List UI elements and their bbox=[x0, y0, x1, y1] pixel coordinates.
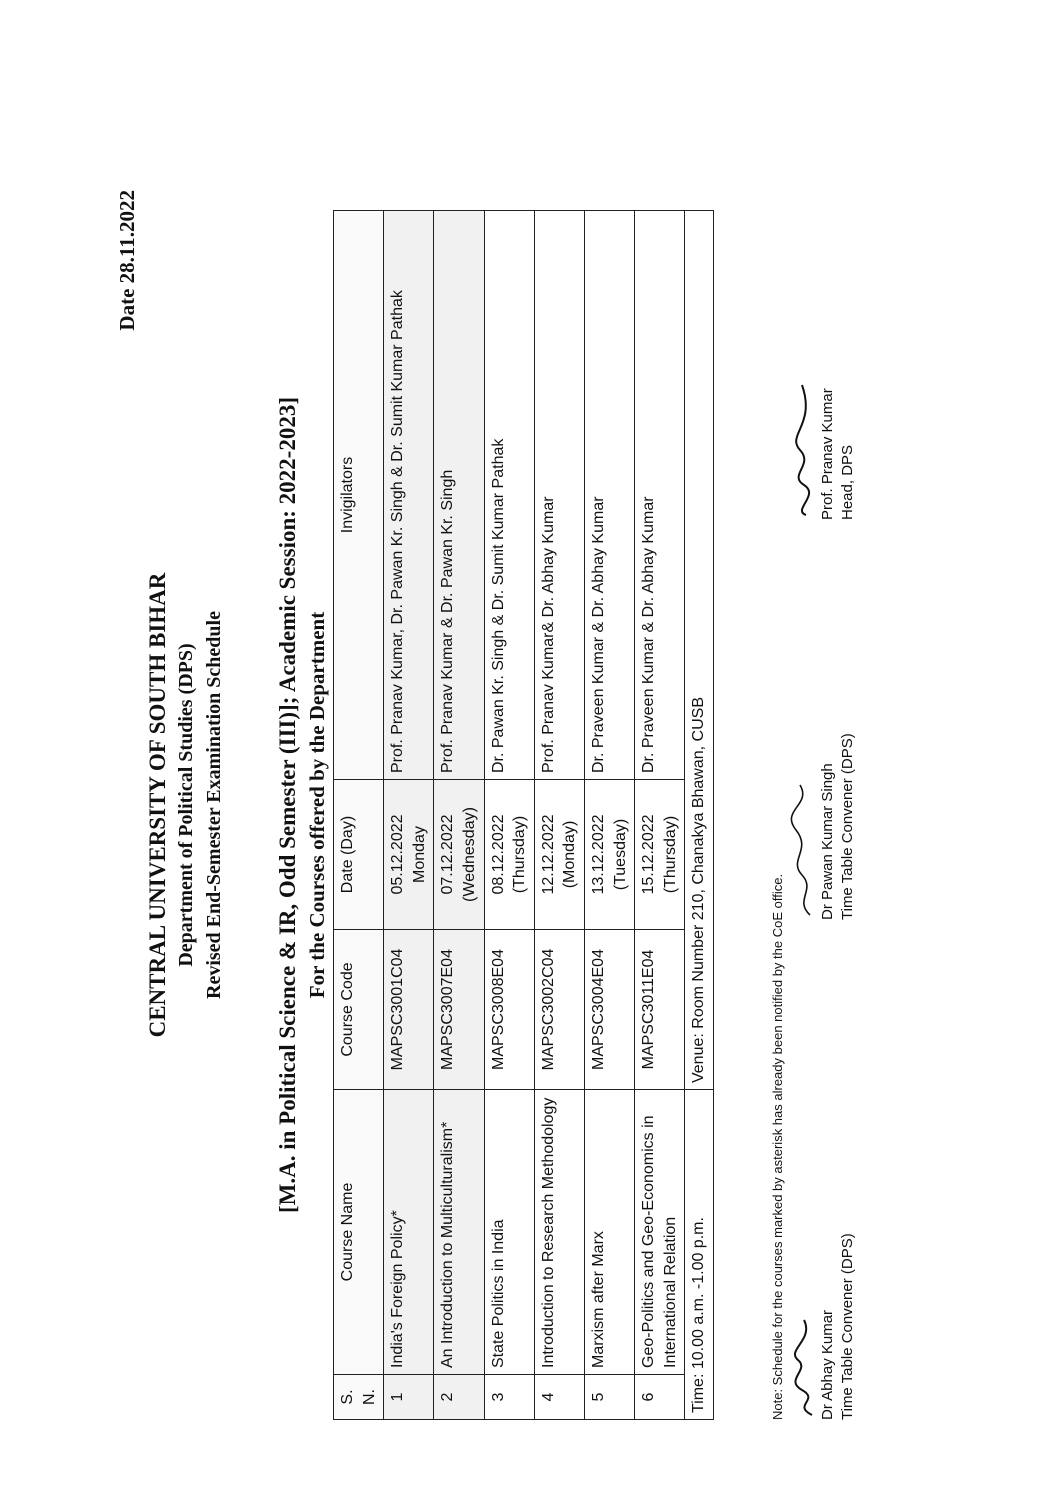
date-value: 12.12.2022 bbox=[539, 814, 557, 895]
document-page bbox=[65, 190, 856, 1420]
cell-course-code: MAPSC3011E04 bbox=[635, 930, 685, 1090]
date-value: 08.12.2022 bbox=[489, 814, 507, 895]
header-course-name: Course Name bbox=[334, 1090, 384, 1375]
signatory-role: Time Table Convener (DPS) bbox=[838, 733, 856, 920]
signatory-role: Time Table Convener (DPS) bbox=[838, 1233, 856, 1420]
date-value: 15.12.2022 bbox=[640, 814, 658, 895]
signatory-name: Dr Pawan Kumar Singh bbox=[819, 763, 836, 920]
table-row bbox=[434, 211, 484, 1420]
document-date: Date 28.11.2022 bbox=[115, 190, 139, 331]
handwritten-signature bbox=[790, 1310, 818, 1420]
day-value: (Thursday) bbox=[511, 815, 529, 894]
cell-sn: 4 bbox=[534, 1375, 584, 1420]
schedule-note: Note: Schedule for the courses marked by asterisk has already been notified by the CoE office. bbox=[770, 873, 785, 1420]
cell-course-name: An Introduction to Multiculturalism* bbox=[434, 1090, 484, 1375]
handwritten-signature bbox=[790, 380, 818, 520]
cell-course-name: Introduction to Research Methodology bbox=[534, 1090, 584, 1375]
header-course-code: Course Code bbox=[334, 930, 384, 1090]
cell-date bbox=[534, 780, 584, 930]
department-name: Department of Political Studies (DPS) bbox=[175, 643, 197, 967]
schedule-title: Revised End-Semester Examination Schedule bbox=[203, 611, 225, 999]
header-invigilators: Invigilators bbox=[334, 211, 384, 780]
cell-course-name: India's Foreign Policy* bbox=[384, 1090, 434, 1375]
programme-title: [M.A. in Political Science & IR, Odd Semester (III)]; Academic Session: 2022-2023] bbox=[275, 397, 300, 1213]
cell-date bbox=[584, 780, 634, 930]
day-value: (Thursday) bbox=[661, 815, 679, 894]
signature-block bbox=[790, 733, 857, 920]
date-value: 07.12.2022 bbox=[439, 814, 457, 895]
cell-invigilators: Prof. Pranav Kumar & Dr. Pawan Kr. Singh bbox=[434, 211, 484, 780]
cell-date bbox=[635, 780, 685, 930]
day-value: (Monday) bbox=[561, 820, 579, 889]
cell-course-name: Geo-Politics and Geo-Economics in International Relation bbox=[635, 1090, 685, 1375]
signatory-role: Head, DPS bbox=[838, 444, 856, 520]
header-sn: S. N. bbox=[334, 1375, 384, 1420]
signature-block bbox=[790, 380, 857, 520]
cell-date bbox=[384, 780, 434, 930]
handwritten-signature bbox=[790, 780, 818, 920]
cell-sn: 6 bbox=[635, 1375, 685, 1420]
schedule-subtitle: For the Courses offered by the Department bbox=[305, 611, 329, 999]
cell-date bbox=[434, 780, 484, 930]
table-header-row bbox=[334, 211, 384, 1420]
exam-venue: Venue: Room Number 210, Chanakya Bhawan, CUSB bbox=[685, 211, 714, 1090]
table-row bbox=[584, 211, 634, 1420]
signature-block bbox=[790, 1233, 857, 1420]
signatory-name: Prof. Pranav Kumar bbox=[819, 388, 836, 520]
day-value: Monday bbox=[410, 826, 428, 883]
date-value: 05.12.2022 bbox=[389, 814, 407, 895]
header-date: Date (Day) bbox=[334, 780, 384, 930]
cell-invigilators: Prof. Pranav Kumar& Dr. Abhay Kumar bbox=[534, 211, 584, 780]
cell-course-name: Marxism after Marx bbox=[584, 1090, 634, 1375]
cell-course-name: State Politics in India bbox=[484, 1090, 534, 1375]
date-value: 13.12.2022 bbox=[589, 814, 607, 895]
time-venue-row bbox=[685, 211, 714, 1420]
cell-sn: 1 bbox=[384, 1375, 434, 1420]
university-name: CENTRAL UNIVERSITY OF SOUTH BIHAR bbox=[145, 572, 170, 1038]
signatory-name: Dr Abhay Kumar bbox=[819, 1309, 836, 1420]
cell-sn: 2 bbox=[434, 1375, 484, 1420]
cell-sn: 3 bbox=[484, 1375, 534, 1420]
cell-course-code: MAPSC3002C04 bbox=[534, 930, 584, 1090]
table-row bbox=[484, 211, 534, 1420]
cell-invigilators: Dr. Praveen Kumar & Dr. Abhay Kumar bbox=[635, 211, 685, 780]
cell-course-code: MAPSC3001C04 bbox=[384, 930, 434, 1090]
exam-time: Time: 10.00 a.m. -1.00 p.m. bbox=[685, 1090, 714, 1420]
exam-schedule-table bbox=[333, 210, 714, 1420]
table-row bbox=[635, 211, 685, 1420]
cell-invigilators: Dr. Pawan Kr. Singh & Dr. Sumit Kumar Pathak bbox=[484, 211, 534, 780]
cell-sn: 5 bbox=[584, 1375, 634, 1420]
cell-course-code: MAPSC3004E04 bbox=[584, 930, 634, 1090]
day-value: (Wednesday) bbox=[460, 807, 478, 902]
table-row bbox=[534, 211, 584, 1420]
table-row bbox=[384, 211, 434, 1420]
cell-course-code: MAPSC3008E04 bbox=[484, 930, 534, 1090]
cell-date bbox=[484, 780, 534, 930]
cell-course-code: MAPSC3007E04 bbox=[434, 930, 484, 1090]
cell-invigilators: Prof. Pranav Kumar, Dr. Pawan Kr. Singh & Dr. Sumit Kumar Pathak bbox=[384, 211, 434, 780]
cell-invigilators: Dr. Praveen Kumar & Dr. Abhay Kumar bbox=[584, 211, 634, 780]
day-value: (Tuesday) bbox=[611, 818, 629, 891]
